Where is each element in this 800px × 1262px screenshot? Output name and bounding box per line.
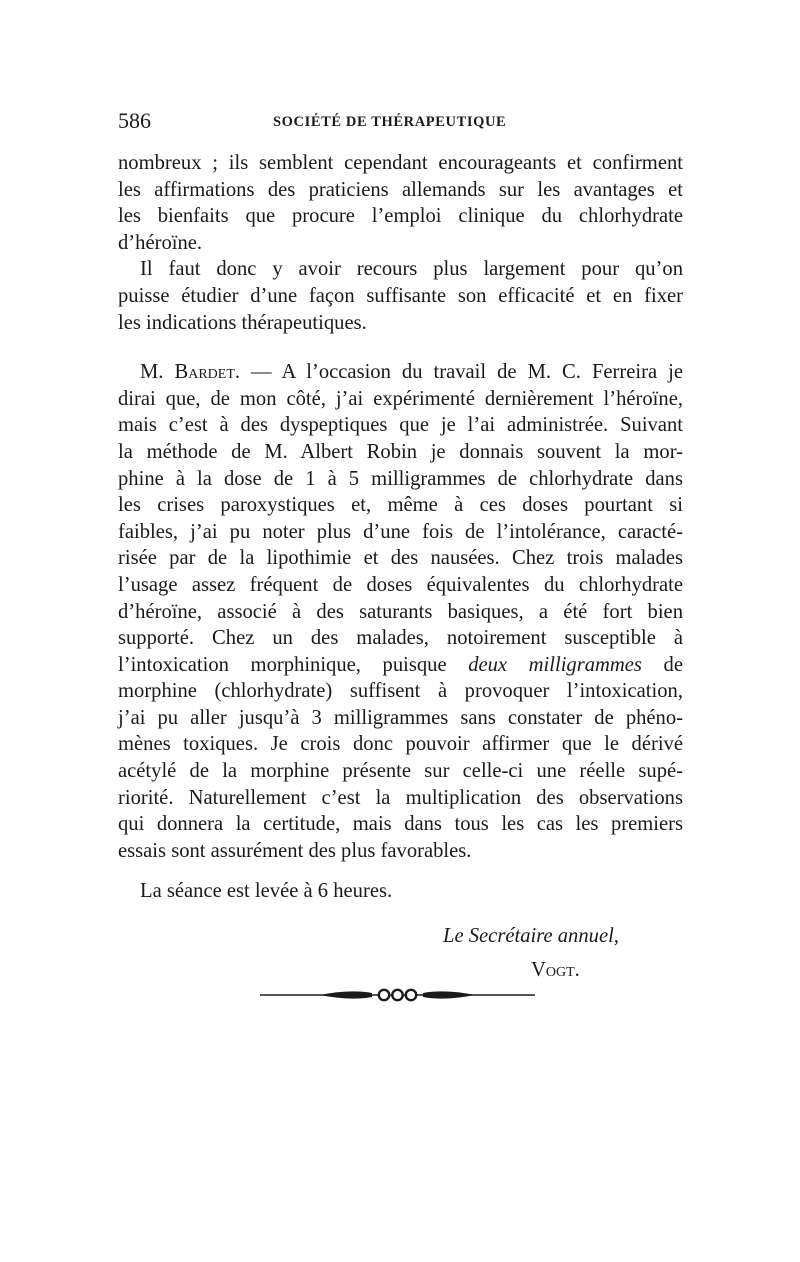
text-line: acétylé de la morphine présente sur celle-ci une réelle supé- — [118, 760, 683, 783]
speaker-prefix: M. — [140, 361, 175, 384]
text-line: nombreux ; ils semblent cependant encourageants et confirment — [118, 152, 683, 174]
page-number: 586 — [118, 108, 151, 133]
text-line — [118, 652, 683, 679]
text-line: phine à la dose de 1 à 5 milligrammes de chlorhydrate dans — [118, 467, 683, 490]
page-header — [118, 108, 683, 138]
text-line: qui donnera la certitude, mais dans tous les cas les premiers — [118, 813, 683, 836]
paragraph-bardet-remarks — [118, 359, 683, 864]
text-line: La séance est levée à 6 heures. — [140, 880, 393, 903]
italic-phrase: deux milligrammes — [468, 653, 642, 676]
text-line: d’héroïne, associé à des saturants basiques, a été fort bien — [118, 600, 683, 623]
italic-line-end: de — [641, 653, 683, 676]
text-line: mais c’est à des dyspeptiques que je l’ai administrée. Suivant — [118, 414, 683, 437]
text-line: l’usage assez fréquent de doses équivalentes du chlorhydrate — [118, 573, 683, 596]
text-line: les indications thérapeutiques. — [118, 311, 367, 334]
italic-line-start: l’intoxication morphinique, puisque — [118, 653, 469, 676]
text-line: puisse étudier d’une façon suffisante son efficacité et en fixer — [118, 284, 683, 307]
paragraph-conclusion — [118, 150, 683, 256]
paragraph-closing — [118, 878, 683, 905]
text-line: j’ai pu aller jusqu’à 3 milligrammes sans constater de phéno- — [118, 706, 683, 729]
paragraph-recommendation — [118, 256, 683, 336]
text-line: faibles, j’ai pu noter plus d’une fois de l’intolérance, caracté- — [118, 520, 683, 543]
text-line: mènes toxiques. Je crois donc pouvoir affirmer que le dérivé — [118, 733, 683, 756]
page — [118, 108, 683, 995]
text-line: dirai que, de mon côté, j’ai expérimenté dernièrement l’héroïne, — [118, 387, 683, 410]
signature-title: Le Secrétaire annuel, — [443, 925, 619, 948]
text-line: d’héroïne. — [118, 231, 203, 254]
text-line: Il faut donc y avoir recours plus largement pour qu’on — [140, 258, 683, 281]
tailpiece-ornament-icon — [260, 985, 535, 1003]
text-line: riorité. Naturellement c’est la multiplication des observations — [118, 786, 683, 809]
speaker-line-rest: . — A l’occasion du travail de M. C. Ferreira je — [234, 361, 684, 384]
text-line: essais sont assurément des plus favorables. — [118, 839, 472, 862]
text-line: supporté. Chez un des malades, notoirement susceptible à — [118, 627, 683, 650]
text-line: morphine (chlorhydrate) suffisent à provoquer l’intoxication, — [118, 680, 683, 703]
signature-name: Vogt. — [531, 959, 580, 982]
text-line — [118, 359, 683, 386]
text-line: les affirmations des praticiens allemands sur les avantages et — [118, 178, 683, 201]
text-line: risée par de la lipothimie et des nausées. Chez trois malades — [118, 547, 683, 570]
text-line: les crises paroxystiques et, même à ces doses pourtant si — [118, 494, 683, 517]
speaker-name: Bardet — [174, 361, 235, 384]
running-head: SOCIÉTÉ DE THÉRAPEUTIQUE — [273, 114, 507, 130]
text-line: les bienfaits que procure l’emploi clinique du chlorhydrate — [118, 205, 683, 228]
text-line: la méthode de M. Albert Robin je donnais souvent la mor- — [118, 440, 683, 463]
